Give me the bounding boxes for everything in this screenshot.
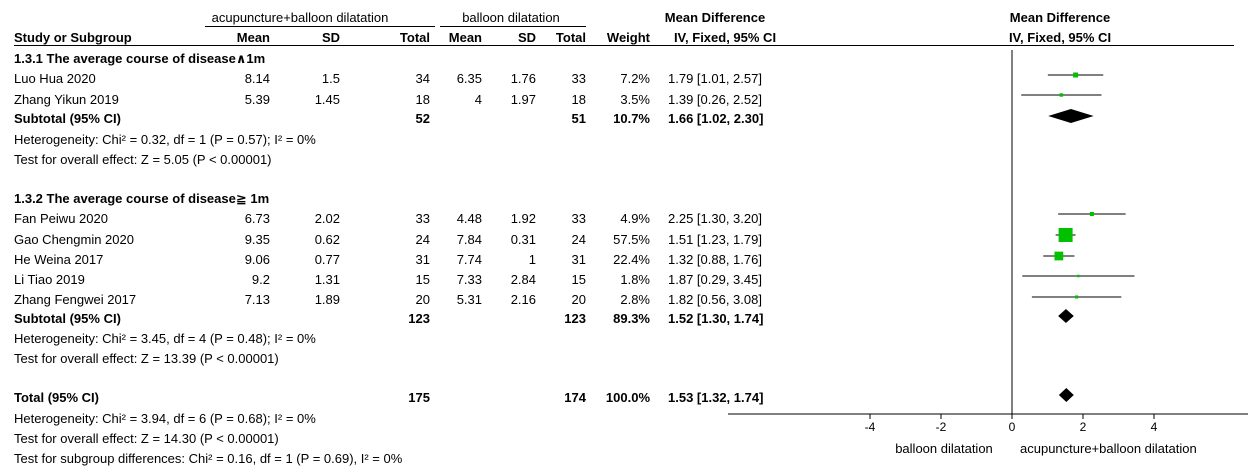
weight-cell: 1.8% bbox=[620, 272, 650, 287]
sd2-cell: 1 bbox=[528, 252, 536, 267]
plot-method-header: IV, Fixed, 95% CI bbox=[1008, 30, 1112, 45]
x-tick-label: -2 bbox=[935, 420, 947, 434]
mean2-cell: 6.35 bbox=[456, 71, 482, 86]
col-study-header: Study or Subgroup bbox=[14, 30, 132, 45]
mean2-cell: 4.48 bbox=[456, 211, 482, 226]
mean2-cell: 7.74 bbox=[456, 252, 482, 267]
mean1-cell: 6.73 bbox=[244, 211, 270, 226]
sd2-cell: 0.31 bbox=[510, 232, 536, 247]
col-total2-header: Total bbox=[555, 30, 586, 45]
total2-cell: 31 bbox=[571, 252, 586, 267]
study-marker bbox=[1054, 252, 1063, 261]
subtotal1-ci: 1.66 [1.02, 2.30] bbox=[668, 111, 764, 126]
col-method-header: IV, Fixed, 95% CI bbox=[673, 30, 777, 45]
total2-cell: 18 bbox=[571, 92, 586, 107]
axis-right-label: acupuncture+balloon dilatation bbox=[1020, 441, 1197, 456]
sd1-cell: 0.62 bbox=[314, 232, 340, 247]
study-marker bbox=[1077, 275, 1080, 278]
total1-cell: 34 bbox=[415, 71, 430, 86]
weight-cell: 7.2% bbox=[620, 71, 650, 86]
weight-cell: 57.5% bbox=[613, 232, 650, 247]
study-name: He Weina 2017 bbox=[14, 252, 104, 267]
sd1-cell: 0.77 bbox=[314, 252, 340, 267]
total-heterogeneity: Heterogeneity: Chi² = 3.94, df = 6 (P = 0.68); I² = 0% bbox=[14, 411, 316, 426]
col-total1-header: Total bbox=[399, 30, 430, 45]
subgroup2-heterogeneity: Heterogeneity: Chi² = 3.45, df = 4 (P = 0.48); I² = 0% bbox=[14, 331, 316, 346]
x-tick-label: 0 bbox=[1008, 420, 1016, 434]
sd2-cell: 1.92 bbox=[510, 211, 536, 226]
sd1-cell: 1.89 bbox=[314, 292, 340, 307]
ci-cell: 2.25 [1.30, 3.20] bbox=[668, 211, 762, 226]
mean1-cell: 8.14 bbox=[244, 71, 270, 86]
total2-cell: 33 bbox=[571, 211, 586, 226]
study-name: Gao Chengmin 2020 bbox=[14, 232, 134, 247]
sd1-cell: 1.31 bbox=[314, 272, 340, 287]
col-mean2-header: Mean bbox=[448, 30, 482, 45]
sd1-cell: 1.45 bbox=[314, 92, 340, 107]
ci-cell: 1.82 [0.56, 3.08] bbox=[668, 292, 762, 307]
mean1-cell: 5.39 bbox=[244, 92, 270, 107]
subtotal1-label: Subtotal (95% CI) bbox=[14, 111, 121, 126]
weight-cell: 4.9% bbox=[620, 211, 650, 226]
subgroup2-title: 1.3.2 The average course of disease≧ 1m bbox=[14, 191, 270, 206]
ci-cell: 1.32 [0.88, 1.76] bbox=[668, 252, 762, 267]
study-name: Li Tiao 2019 bbox=[14, 272, 85, 287]
total2-cell: 20 bbox=[571, 292, 586, 307]
subtotal2-n2: 123 bbox=[564, 311, 586, 326]
mean2-cell: 5.31 bbox=[456, 292, 482, 307]
mean1-cell: 9.06 bbox=[244, 252, 270, 267]
total-n2: 174 bbox=[564, 390, 586, 405]
summary-diamond bbox=[1058, 309, 1074, 323]
subtotal1-n1: 52 bbox=[415, 111, 430, 126]
study-marker bbox=[1075, 295, 1078, 298]
total-overall-effect: Test for overall effect: Z = 14.30 (P < 0.00001) bbox=[14, 431, 279, 446]
total1-cell: 24 bbox=[415, 232, 430, 247]
study-marker bbox=[1060, 93, 1063, 96]
weight-cell: 3.5% bbox=[620, 92, 650, 107]
total1-cell: 15 bbox=[415, 272, 430, 287]
mean2-cell: 4 bbox=[474, 92, 482, 107]
study-name: Luo Hua 2020 bbox=[14, 71, 96, 86]
total1-cell: 31 bbox=[415, 252, 430, 267]
group1-header: acupuncture+balloon dilatation bbox=[211, 10, 389, 25]
subtotal1-weight: 10.7% bbox=[613, 111, 650, 126]
col-sd2-header: SD bbox=[517, 30, 536, 45]
total-ci: 1.53 [1.32, 1.74] bbox=[668, 390, 764, 405]
mean1-cell: 9.35 bbox=[244, 232, 270, 247]
study-marker bbox=[1059, 228, 1073, 242]
subtotal2-ci: 1.52 [1.30, 1.74] bbox=[668, 311, 764, 326]
total-label: Total (95% CI) bbox=[14, 390, 99, 405]
subtotal2-label: Subtotal (95% CI) bbox=[14, 311, 121, 326]
summary-diamond bbox=[1059, 388, 1074, 402]
total2-cell: 33 bbox=[571, 71, 586, 86]
subgroup2-overall-effect: Test for overall effect: Z = 13.39 (P < 0.00001) bbox=[14, 351, 279, 366]
sd2-cell: 2.84 bbox=[510, 272, 536, 287]
study-marker bbox=[1073, 73, 1078, 78]
axis-left-label: balloon dilatation bbox=[895, 441, 993, 456]
total2-cell: 24 bbox=[571, 232, 586, 247]
ci-cell: 1.87 [0.29, 3.45] bbox=[668, 272, 762, 287]
subgroup1-overall-effect: Test for overall effect: Z = 5.05 (P < 0.00001) bbox=[14, 152, 272, 167]
x-tick-label: -4 bbox=[864, 420, 876, 434]
mean1-cell: 7.13 bbox=[244, 292, 270, 307]
study-name: Fan Peiwu 2020 bbox=[14, 211, 108, 226]
study-marker bbox=[1090, 212, 1094, 216]
total2-cell: 15 bbox=[571, 272, 586, 287]
sd1-cell: 2.02 bbox=[314, 211, 340, 226]
sd1-cell: 1.5 bbox=[321, 71, 340, 86]
col-mean1-header: Mean bbox=[236, 30, 270, 45]
ci-cell: 1.79 [1.01, 2.57] bbox=[668, 71, 762, 86]
ci-cell: 1.51 [1.23, 1.79] bbox=[668, 232, 762, 247]
sd2-cell: 2.16 bbox=[510, 292, 536, 307]
sd2-cell: 1.97 bbox=[510, 92, 536, 107]
summary-diamond bbox=[1048, 109, 1093, 123]
subtotal2-weight: 89.3% bbox=[613, 311, 650, 326]
group2-header: balloon dilatation bbox=[462, 10, 560, 25]
col-weight-header: Weight bbox=[606, 30, 650, 45]
x-tick-label: 2 bbox=[1079, 420, 1087, 434]
mean2-cell: 7.33 bbox=[456, 272, 482, 287]
total-weight: 100.0% bbox=[605, 390, 650, 405]
mean2-cell: 7.84 bbox=[456, 232, 482, 247]
total1-cell: 18 bbox=[415, 92, 430, 107]
study-name: Zhang Fengwei 2017 bbox=[14, 292, 137, 307]
plot-title: Mean Difference bbox=[1009, 10, 1111, 25]
total1-cell: 20 bbox=[415, 292, 430, 307]
subtotal1-n2: 51 bbox=[571, 111, 586, 126]
total1-cell: 33 bbox=[415, 211, 430, 226]
weight-cell: 2.8% bbox=[620, 292, 650, 307]
subgroup1-title: 1.3.1 The average course of disease∧1m bbox=[14, 51, 266, 66]
subtotal2-n1: 123 bbox=[408, 311, 430, 326]
col-sd1-header: SD bbox=[321, 30, 340, 45]
subgroup1-heterogeneity: Heterogeneity: Chi² = 0.32, df = 1 (P = 0.57); I² = 0% bbox=[14, 132, 316, 147]
ci-cell: 1.39 [0.26, 2.52] bbox=[668, 92, 762, 107]
sd2-cell: 1.76 bbox=[510, 71, 536, 86]
total-n1: 175 bbox=[408, 390, 430, 405]
mean1-cell: 9.2 bbox=[251, 272, 270, 287]
md-header: Mean Difference bbox=[664, 10, 766, 25]
weight-cell: 22.4% bbox=[613, 252, 650, 267]
study-name: Zhang Yikun 2019 bbox=[14, 92, 119, 107]
x-tick-label: 4 bbox=[1150, 420, 1158, 434]
subgroup-differences: Test for subgroup differences: Chi² = 0.16, df = 1 (P = 0.69), I² = 0% bbox=[14, 451, 403, 466]
